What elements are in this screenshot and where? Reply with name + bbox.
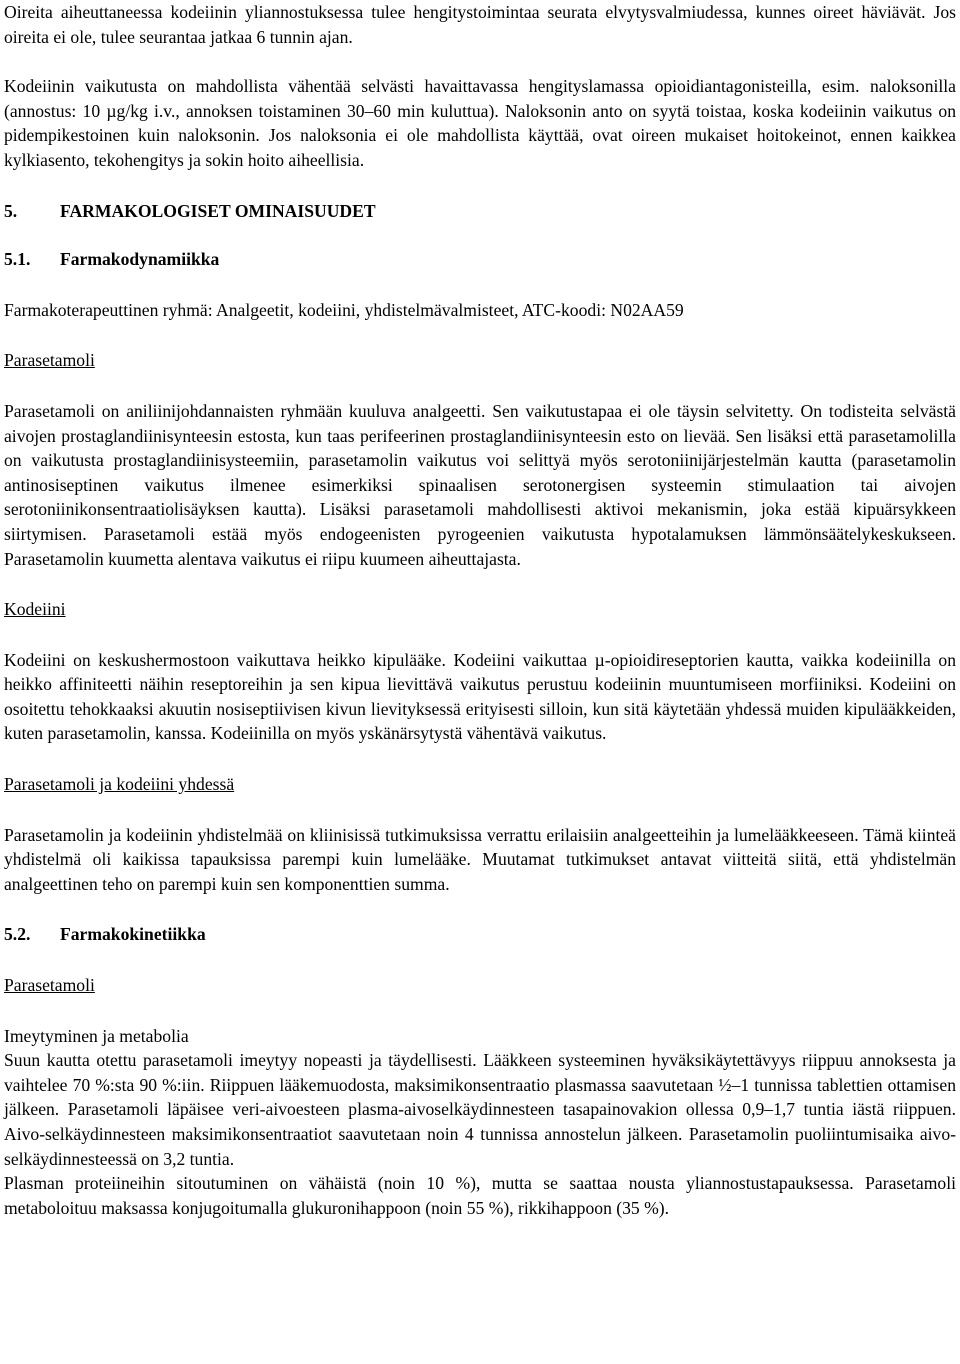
atc-code-paragraph: Farmakoterapeuttinen ryhmä: Analgeetit, kodeiini, yhdistelmävalmisteet, ATC-koodi: N02AA59 [4,299,684,320]
kodeiini-paragraph: Kodeiini on keskushermostoon vaikuttava heikko kipulääke. Kodeiini vaikuttaa µ-opioidireseptorien kautta, vaikka kodeiinilla on heikko affiniteetti näihin reseptoreihin ja sen kipua lievittävä vaikutus perustuu kodeiinin muuntumiseen morfiiniksi. Kodeiini on osoitettu tehokkaaksi akuutin nosiseptiivisen kivun lievityksessä erityisesti silloin, kun sitä käytetään yhdessä muiden kipulääkkeiden, kuten parasetamolin, kanssa. Kodeiinilla on myös yskänärsytystä vähentävä vaikutus. [4,649,956,744]
naloxone-paragraph: Kodeiinin vaikutusta on mahdollista vähentää selvästi havaittavassa hengityslamassa opioidiantagonisteilla, esim. naloksonilla (annostus: 10 µg/kg i.v., annoksen toistaminen 30–60 min kuluttua). Naloksonin anto on syytä toistaa, koska kodeiinin vaikutus on pidempikestoinen kuin naloksonin. Jos naloksonia ei ole mahdollista käyttää, ovat oireen mukaiset hoitokeinot, ennen kaikkea kylkiasento, tekohengitys ja sokin hoito aiheellisia. [4,76,956,170]
section-5-1-title: Farmakodynamiikka [60,249,220,270]
section-5-1-heading [4,247,956,272]
section-5-title: FARMAKOLOGISET OMINAISUUDET [60,200,376,221]
section-5-1-number: 5.1. [4,249,31,270]
section-5-2-title: Farmakokinetiikka [60,924,206,945]
subheading-parasetamoli-2 [4,973,956,998]
parasetamoli-paragraph: Parasetamoli on aniliinijohdannaisten ryhmään kuuluva analgeetti. Sen vaikutustapaa ei ole täysin selvitetty. On todisteita selvästä aivojen prostaglandiinisynteesin estosta, kun taas perifeerinen prostaglandiinisynteesin esto on lievää. Sen lisäksi että parasetamolilla on vaikutusta prostaglandiinisysteemiin, parasetamolin vaikutus voi selittyä myös serotoniinijärjestelmän kautta (parasetamolin antinosiseptinen vaikutus ilmenee esimerkiksi spinaalisen serotonergisen systeemin stimulaation tai aivojen serotoniinikonsentraatiolisäyksen kautta). Lisäksi parasetamoli mahdollisesti aktivoi mekanismin, joka estää kipuärsykkeen siirtymisen. Parasetamoli estää myös endogeenisten pyrogeenien vaikutusta hypotalamuksen lämmönsäätelykeskukseen. Parasetamolin kuumetta alentava vaikutus ei riipu kuumeen aiheuttajasta. [4,400,956,569]
section-5-number: 5. [4,200,18,221]
absorption-paragraph: Suun kautta otettu parasetamoli imeytyy nopeasti ja täydellisesti. Lääkkeen systeeminen hyväksikäytettävyys riippuu annoksesta ja vaihtelee 70 %:sta 90 %:iin. Riippuen lääkemuodosta, maksimikonsentraatio plasmassa saavutetaan ½–1 tunnissa tablettien ottamisen jälkeen. Parasetamoli läpäisee veri-aivoesteen plasma-aivoselkäydinnesteen tasapainovakion ollessa 0,9–1,7 tuntia iästä riippuen. Aivo-selkäydinnesteen maksimikonsentraatiot saavutetaan noin 4 tunnissa annostelun jälkeen. Parasetamolin puoliintumisaika aivo-selkäydinnesteessä on 3,2 tuntia. [4,1050,956,1169]
document-page [4,0,956,1220]
combination-paragraph: Parasetamolin ja kodeiinin yhdistelmää on kliinisissä tutkimuksissa verrattu erilaisiin analgeetteihin ja lumelääkkeeseen. Tämä kiinteä yhdistelmä oli kaikissa tapauksissa parempi kuin lumelääke. Muutamat tutkimukset antavat viitteitä siitä, että yhdistelmän analgeettinen teho on parempi kuin sen komponenttien summa. [4,824,956,894]
subheading-kodeiini-text: Kodeiini [4,599,66,620]
section-5-2-heading [4,922,956,947]
subheading-combination [4,772,956,797]
absorption-title: Imeytyminen ja metabolia [4,1025,189,1046]
section-5-heading [4,199,956,224]
protein-binding-paragraph: Plasman proteiineihin sitoutuminen on vähäistä (noin 10 %), mutta se saattaa nousta yliannostustapauksessa. Parasetamoli metaboloituu maksassa konjugoitumalla glukuronihappoon (noin 55 %), rikkihappoon (35 %). [4,1173,956,1218]
subheading-parasetamoli-2-text: Parasetamoli [4,975,95,996]
subheading-combination-text: Parasetamoli ja kodeiini yhdessä [4,774,235,795]
subheading-parasetamoli-text: Parasetamoli [4,350,95,371]
subheading-parasetamoli [4,348,956,373]
section-5-2-number: 5.2. [4,924,31,945]
overdose-monitoring-paragraph: Oireita aiheuttaneessa kodeiinin yliannostuksessa tulee hengitystoimintaa seurata elvytysvalmiudessa, kunnes oireet häviävät. Jos oireita ei ole, tulee seurantaa jatkaa 6 tunnin ajan. [4,2,956,47]
subheading-kodeiini [4,597,956,622]
